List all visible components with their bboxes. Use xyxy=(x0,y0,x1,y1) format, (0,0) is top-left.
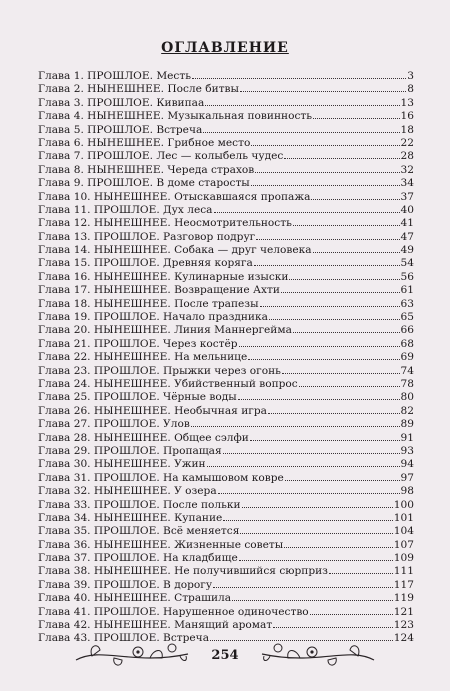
toc-leader-dots xyxy=(205,105,399,106)
toc-entry xyxy=(38,592,414,605)
toc-leader-dots xyxy=(255,172,399,173)
toc-leader-dots xyxy=(260,306,400,307)
toc-leader-dots xyxy=(285,480,400,481)
toc-entry xyxy=(38,619,414,632)
floral-ornament-left-icon xyxy=(72,636,192,672)
toc-entry-title: Глава 21. ПРОШЛОЕ. Через костёр xyxy=(38,337,238,350)
toc-entry xyxy=(38,284,414,297)
floral-ornament-right-icon xyxy=(258,636,378,672)
toc-leader-dots xyxy=(293,225,400,226)
toc-leader-dots xyxy=(242,507,393,508)
toc-entry-title: Глава 29. ПРОШЛОЕ. Пропащая xyxy=(38,444,222,457)
toc-leader-dots xyxy=(284,547,393,548)
toc-leader-dots xyxy=(223,453,400,454)
toc-entry-page: 109 xyxy=(393,552,414,565)
toc-entry xyxy=(38,298,414,311)
toc-entry-page: 32 xyxy=(400,163,414,176)
toc-entry xyxy=(38,418,414,431)
toc-leader-dots xyxy=(238,399,400,400)
toc-entry xyxy=(38,177,414,190)
toc-entry-page: 66 xyxy=(400,324,414,337)
toc-leader-dots xyxy=(313,252,400,253)
toc-entry-title: Глава 1. ПРОШЛОЕ. Месть xyxy=(38,70,191,82)
toc-entry-title: Глава 39. ПРОШЛОЕ. В дорогу xyxy=(38,578,213,591)
toc-entry xyxy=(38,231,414,244)
toc-entry xyxy=(38,191,414,204)
toc-entry-page: 22 xyxy=(400,136,414,149)
toc-entry-title: Глава 25. ПРОШЛОЕ. Чёрные воды xyxy=(38,391,237,404)
toc-entry-title: Глава 37. ПРОШЛОЕ. На кладбище xyxy=(38,552,238,565)
toc-leader-dots xyxy=(313,118,399,119)
toc-entry-page: 121 xyxy=(393,605,414,618)
toc-leader-dots xyxy=(268,413,400,414)
toc-entry-page: 61 xyxy=(400,284,414,297)
toc-entry-title: Глава 13. ПРОШЛОЕ. Разговор подруг xyxy=(38,230,256,243)
toc-entry xyxy=(38,311,414,324)
toc-entry-title: Глава 18. НЫНЕШНЕЕ. После трапезы xyxy=(38,297,259,310)
toc-entry-title: Глава 40. НЫНЕШНЕЕ. Страшила xyxy=(38,592,232,605)
toc-leader-dots xyxy=(214,212,400,213)
toc-leader-dots xyxy=(281,292,400,293)
toc-entry-page: 100 xyxy=(393,498,414,511)
toc-entry-title: Глава 14. НЫНЕШНЕЕ. Собака — друг человека xyxy=(38,244,312,257)
toc-leader-dots xyxy=(232,600,393,601)
toc-leader-dots xyxy=(207,466,400,467)
toc-entry-title: Глава 8. НЫНЕШНЕЕ. Череда страхов xyxy=(38,163,255,176)
toc-leader-dots xyxy=(240,533,392,534)
toc-leader-dots xyxy=(329,573,393,574)
toc-entry-title: Глава 38. НЫНЕШНЕЕ. Не получившийся сюрприз xyxy=(38,565,328,578)
toc-entry-page: 54 xyxy=(400,257,414,270)
toc-entry-page: 89 xyxy=(400,418,414,431)
toc-entry-page: 16 xyxy=(400,110,414,123)
toc-entry xyxy=(38,324,414,337)
toc-entry-title: Глава 41. ПРОШЛОЕ. Нарушенное одиночество xyxy=(38,605,309,618)
toc-entry xyxy=(38,137,414,150)
toc-entry-title: Глава 42. НЫНЕШНЕЕ. Манящий аромат xyxy=(38,619,273,632)
toc-entry-title: Глава 7. ПРОШЛОЕ. Лес — колыбель чудес xyxy=(38,150,284,163)
toc-entry-title: Глава 15. ПРОШЛОЕ. Древняя коряга xyxy=(38,257,253,270)
toc-leader-dots xyxy=(239,346,400,347)
toc-entry-page: 74 xyxy=(400,364,414,377)
toc-entry-page: 69 xyxy=(400,351,414,364)
toc-entry-page: 80 xyxy=(400,391,414,404)
toc-leader-dots xyxy=(251,185,400,186)
toc-entry-title: Глава 36. НЫНЕШНЕЕ. Жизненные советы xyxy=(38,538,284,551)
toc-entry-page: 104 xyxy=(393,525,414,538)
toc-entry xyxy=(38,485,414,498)
toc-entry xyxy=(38,110,414,123)
toc-leader-dots xyxy=(256,239,399,240)
toc-leader-dots xyxy=(251,145,399,146)
toc-entry-page: 63 xyxy=(400,297,414,310)
toc-entry-page: 47 xyxy=(400,230,414,243)
toc-entry-page: 41 xyxy=(400,217,414,230)
toc-entry-title: Глава 27. ПРОШЛОЕ. Улов xyxy=(38,418,190,431)
toc-entry xyxy=(38,97,414,110)
toc-entry-title: Глава 22. НЫНЕШНЕЕ. На мельнице xyxy=(38,351,248,364)
toc-entry xyxy=(38,124,414,137)
toc-entry xyxy=(38,83,414,96)
toc-entry-title: Глава 11. ПРОШЛОЕ. Дух леса xyxy=(38,203,213,216)
toc-entry xyxy=(38,257,414,270)
toc-entry-title: Глава 10. НЫНЕШНЕЕ. Отыскавшаяся пропажа xyxy=(38,190,311,203)
toc-leader-dots xyxy=(192,78,406,79)
toc-entry-page: 82 xyxy=(400,404,414,417)
toc-entry-title: Глава 2. НЫНЕШНЕЕ. После битвы xyxy=(38,83,239,96)
toc-entry-title: Глава 28. НЫНЕШНЕЕ. Общее сэлфи xyxy=(38,431,249,444)
toc-entry xyxy=(38,458,414,471)
toc-entry xyxy=(38,445,414,458)
toc-entry xyxy=(38,606,414,619)
toc-entry-page: 111 xyxy=(393,565,414,578)
toc-entry-title: Глава 4. НЫНЕШНЕЕ. Музыкальная повинность xyxy=(38,110,313,123)
toc-leader-dots xyxy=(289,279,399,280)
toc-entry xyxy=(38,539,414,552)
toc-leader-dots xyxy=(273,627,393,628)
toc-entry-title: Глава 30. НЫНЕШНЕЕ. Ужин xyxy=(38,458,206,471)
toc-entry-title: Глава 26. НЫНЕШНЕЕ. Необычная игра xyxy=(38,404,267,417)
toc-entry xyxy=(38,365,414,378)
toc-entry-page: 56 xyxy=(400,270,414,283)
toc-entry-page: 94 xyxy=(400,458,414,471)
toc-entry-title: Глава 17. НЫНЕШНЕЕ. Возвращение Ахти xyxy=(38,284,280,297)
toc-entry-page: 49 xyxy=(400,244,414,257)
toc-entry-title: Глава 23. ПРОШЛОЕ. Прыжки через огонь xyxy=(38,364,281,377)
toc-leader-dots xyxy=(203,132,399,133)
toc-leader-dots xyxy=(213,587,393,588)
toc-entry-page: 8 xyxy=(407,83,414,96)
toc-entry-page: 18 xyxy=(400,123,414,136)
toc-entry-page: 13 xyxy=(400,96,414,109)
toc-entry xyxy=(38,150,414,163)
page-title: ОГЛАВЛЕНИЕ xyxy=(161,40,289,56)
toc-entry-page: 119 xyxy=(393,592,414,605)
toc-entry-page: 101 xyxy=(393,511,414,524)
toc-entry-page: 78 xyxy=(400,377,414,390)
toc-entry xyxy=(38,244,414,257)
toc-leader-dots xyxy=(248,359,399,360)
toc-entry xyxy=(38,391,414,404)
toc-entry-title: Глава 6. НЫНЕШНЕЕ. Грибное место xyxy=(38,136,251,149)
toc-leader-dots xyxy=(218,493,400,494)
toc-entry-title: Глава 35. ПРОШЛОЕ. Всё меняется xyxy=(38,525,240,538)
toc-entry-title: Глава 43. ПРОШЛОЕ. Встреча xyxy=(38,632,210,645)
toc-entry-page: 34 xyxy=(400,177,414,190)
toc-entry-page: 107 xyxy=(393,538,414,551)
toc-entry-page: 91 xyxy=(400,431,414,444)
toc-entry-page: 28 xyxy=(400,150,414,163)
toc-leader-dots xyxy=(250,440,400,441)
toc-entry-title: Глава 33. ПРОШЛОЕ. После польки xyxy=(38,498,241,511)
toc-entry xyxy=(38,579,414,592)
toc-leader-dots xyxy=(269,319,400,320)
toc-entry xyxy=(38,512,414,525)
toc-entry-page: 123 xyxy=(393,619,414,632)
toc-entry xyxy=(38,565,414,578)
toc-leader-dots xyxy=(282,373,400,374)
toc-entry-page: 3 xyxy=(407,70,414,82)
page-number: 254 xyxy=(211,648,239,663)
toc-leader-dots xyxy=(239,560,393,561)
toc-entry xyxy=(38,525,414,538)
toc-entry xyxy=(38,472,414,485)
toc-entry-title: Глава 16. НЫНЕШНЕЕ. Кулинарные изыски xyxy=(38,270,289,283)
toc-entry-title: Глава 19. ПРОШЛОЕ. Начало праздника xyxy=(38,311,268,324)
toc-leader-dots xyxy=(310,614,393,615)
toc-entry xyxy=(38,432,414,445)
toc-leader-dots xyxy=(223,520,392,521)
toc-entry-title: Глава 34. НЫНЕШНЕЕ. Купание xyxy=(38,511,223,524)
toc-entry xyxy=(38,552,414,565)
toc-leader-dots xyxy=(299,386,400,387)
toc-entry xyxy=(38,351,414,364)
table-of-contents xyxy=(38,70,414,646)
toc-entry xyxy=(38,217,414,230)
toc-leader-dots xyxy=(191,426,400,427)
toc-leader-dots xyxy=(311,199,399,200)
toc-entry xyxy=(38,338,414,351)
toc-leader-dots xyxy=(293,332,400,333)
toc-entry xyxy=(38,378,414,391)
toc-entry xyxy=(38,204,414,217)
toc-entry-page: 65 xyxy=(400,311,414,324)
toc-leader-dots xyxy=(254,265,400,266)
toc-entry-page: 37 xyxy=(400,190,414,203)
toc-entry-title: Глава 5. ПРОШЛОЕ. Встреча xyxy=(38,123,203,136)
toc-leader-dots xyxy=(284,158,399,159)
toc-entry-title: Глава 20. НЫНЕШНЕЕ. Линия Маннергейма xyxy=(38,324,292,337)
toc-entry-page: 98 xyxy=(400,485,414,498)
toc-entry-page: 124 xyxy=(393,632,414,645)
toc-entry-page: 97 xyxy=(400,471,414,484)
toc-entry xyxy=(38,499,414,512)
toc-entry-title: Глава 9. ПРОШЛОЕ. В доме старосты xyxy=(38,177,250,190)
toc-entry-page: 93 xyxy=(400,444,414,457)
toc-entry xyxy=(38,70,414,83)
toc-entry-page: 117 xyxy=(393,578,414,591)
toc-entry xyxy=(38,405,414,418)
toc-entry-page: 40 xyxy=(400,203,414,216)
toc-entry-page: 68 xyxy=(400,337,414,350)
toc-entry-title: Глава 12. НЫНЕШНЕЕ. Неосмотрительность xyxy=(38,217,292,230)
toc-leader-dots xyxy=(240,91,406,92)
toc-entry-title: Глава 3. ПРОШЛОЕ. Кивипаа xyxy=(38,96,205,109)
toc-entry xyxy=(38,164,414,177)
toc-entry xyxy=(38,271,414,284)
toc-entry-title: Глава 31. ПРОШЛОЕ. На камышовом ковре xyxy=(38,471,284,484)
toc-entry-title: Глава 24. НЫНЕШНЕЕ. Убийственный вопрос xyxy=(38,377,298,390)
toc-entry-title: Глава 32. НЫНЕШНЕЕ. У озера xyxy=(38,485,217,498)
